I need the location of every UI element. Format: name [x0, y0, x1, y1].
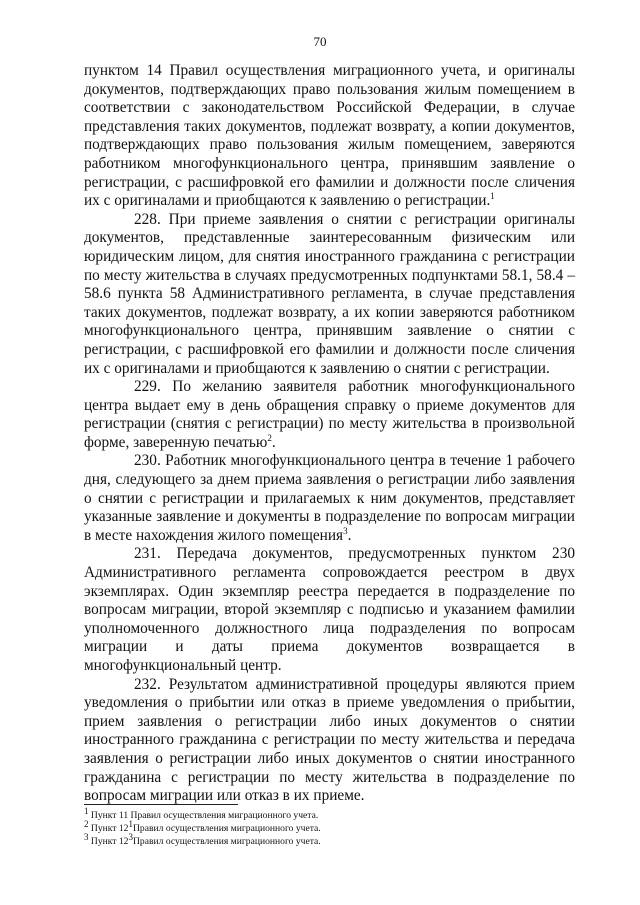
- footnote-text: Правил осуществления миграционного учета.: [132, 823, 321, 834]
- footnote-mark: 3: [84, 831, 89, 842]
- paragraph-text: 229. По желанию заявителя работник многофункционального центра выдает ему в день обращения справку о приеме документов для регистрации (снятия с регистрации) по месту жительства в произвольной форме, заверенную печатью: [84, 378, 575, 451]
- footnote-2: [84, 818, 575, 835]
- footnote-text: Пункт 11 Правил осуществления миграционного учета.: [88, 810, 319, 821]
- page-number: 70: [313, 34, 327, 49]
- footnote-divider: [84, 804, 238, 805]
- paragraph-continuation: [84, 62, 575, 211]
- footnote-ref: 2: [267, 432, 272, 443]
- paragraph-231: [84, 545, 575, 675]
- footnote-text: Правил осуществления миграционного учета.: [132, 836, 321, 847]
- footnote-mark: 2: [84, 818, 89, 829]
- document-body: [84, 62, 575, 806]
- footnote-text: Пункт 12: [88, 836, 129, 847]
- footnote-text: Пункт 12: [88, 823, 129, 834]
- footnote-submark: 3: [128, 831, 133, 842]
- paragraph-text: пунктом 14 Правил осуществления миграционного учета, и оригиналы документов, подтверждающих право пользования жилым помещением в соответствии с законодательством Российской Федерации, в случае представления таких документов, подлежат возврату, а копии документов, подтверждающих право пользования жилым помещением, заверяются работником многофункционального центра, принявшим заявление о регистрации, с расшифровкой его фамилии и должности после сличения их с оригиналами и приобщаются к заявлению о регистрации.: [84, 62, 575, 210]
- footnote-mark: 1: [84, 805, 89, 816]
- paragraph-text: 230. Работник многофункционального центра в течение 1 рабочего дня, следующего за днем приема заявления о регистрации либо заявления о снятии с регистрации и прилагаемых к ним документов, представляет указанные заявление и документы в подразделение по вопросам миграции в месте нахождения жилого помещения: [84, 452, 575, 544]
- footnote-1: [84, 805, 575, 822]
- footnote-ref: 1: [490, 191, 495, 202]
- paragraph-230: [84, 452, 575, 545]
- paragraph-229: [84, 378, 575, 452]
- paragraph-text: 232. Результатом административной процедуры являются прием уведомления о прибытии или отказ в приеме уведомления о прибытии, прием заявления о регистрации либо иных документов о снятии иностранного гражданина с регистрации по месту жительства и передача заявления о регистрации либо иных документов о снятии иностранного гражданина с регистрации по месту жительства в подразделение по вопросам миграции или отказ в их приеме.: [84, 675, 575, 805]
- footnote-ref: 3: [343, 525, 348, 536]
- paragraph-text: 228. При приеме заявления о снятии с регистрации оригиналы документов, представленные заинтересованным физическим или юридическим лицом, для снятия иностранного гражданина с регистрации по месту жительства в случаях предусмотренных подпунктами 58.1, 58.4 – 58.6 пункта 58 Административного регламента, в случае представления таких документов, подлежат возврату, а их копии заверяются работником многофункционального центра, принявшим заявление о снятии с регистрации, с расшифровкой его фамилии и должности после сличения их с оригиналами и приобщаются к заявлению о снятии с регистрации.: [84, 210, 575, 377]
- paragraph-tail: .: [271, 433, 276, 451]
- paragraph-228: [84, 211, 575, 378]
- paragraph-tail: .: [347, 526, 352, 544]
- paragraph-232: [84, 676, 575, 806]
- footnote-3: [84, 831, 575, 848]
- paragraph-text: 231. Передача документов, предусмотренных пунктом 230 Административного регламента сопровождается реестром в двух экземплярах. Один экземпляр реестра передается в подразделение по вопросам миграции, второй экземпляр с подписью и указанием фамилии уполномоченного должностного лица подразделения по вопросам миграции и даты приема документов возвращается в многофункциональный центр.: [84, 545, 575, 674]
- footnote-submark: 1: [128, 818, 133, 829]
- footnotes: [84, 805, 575, 848]
